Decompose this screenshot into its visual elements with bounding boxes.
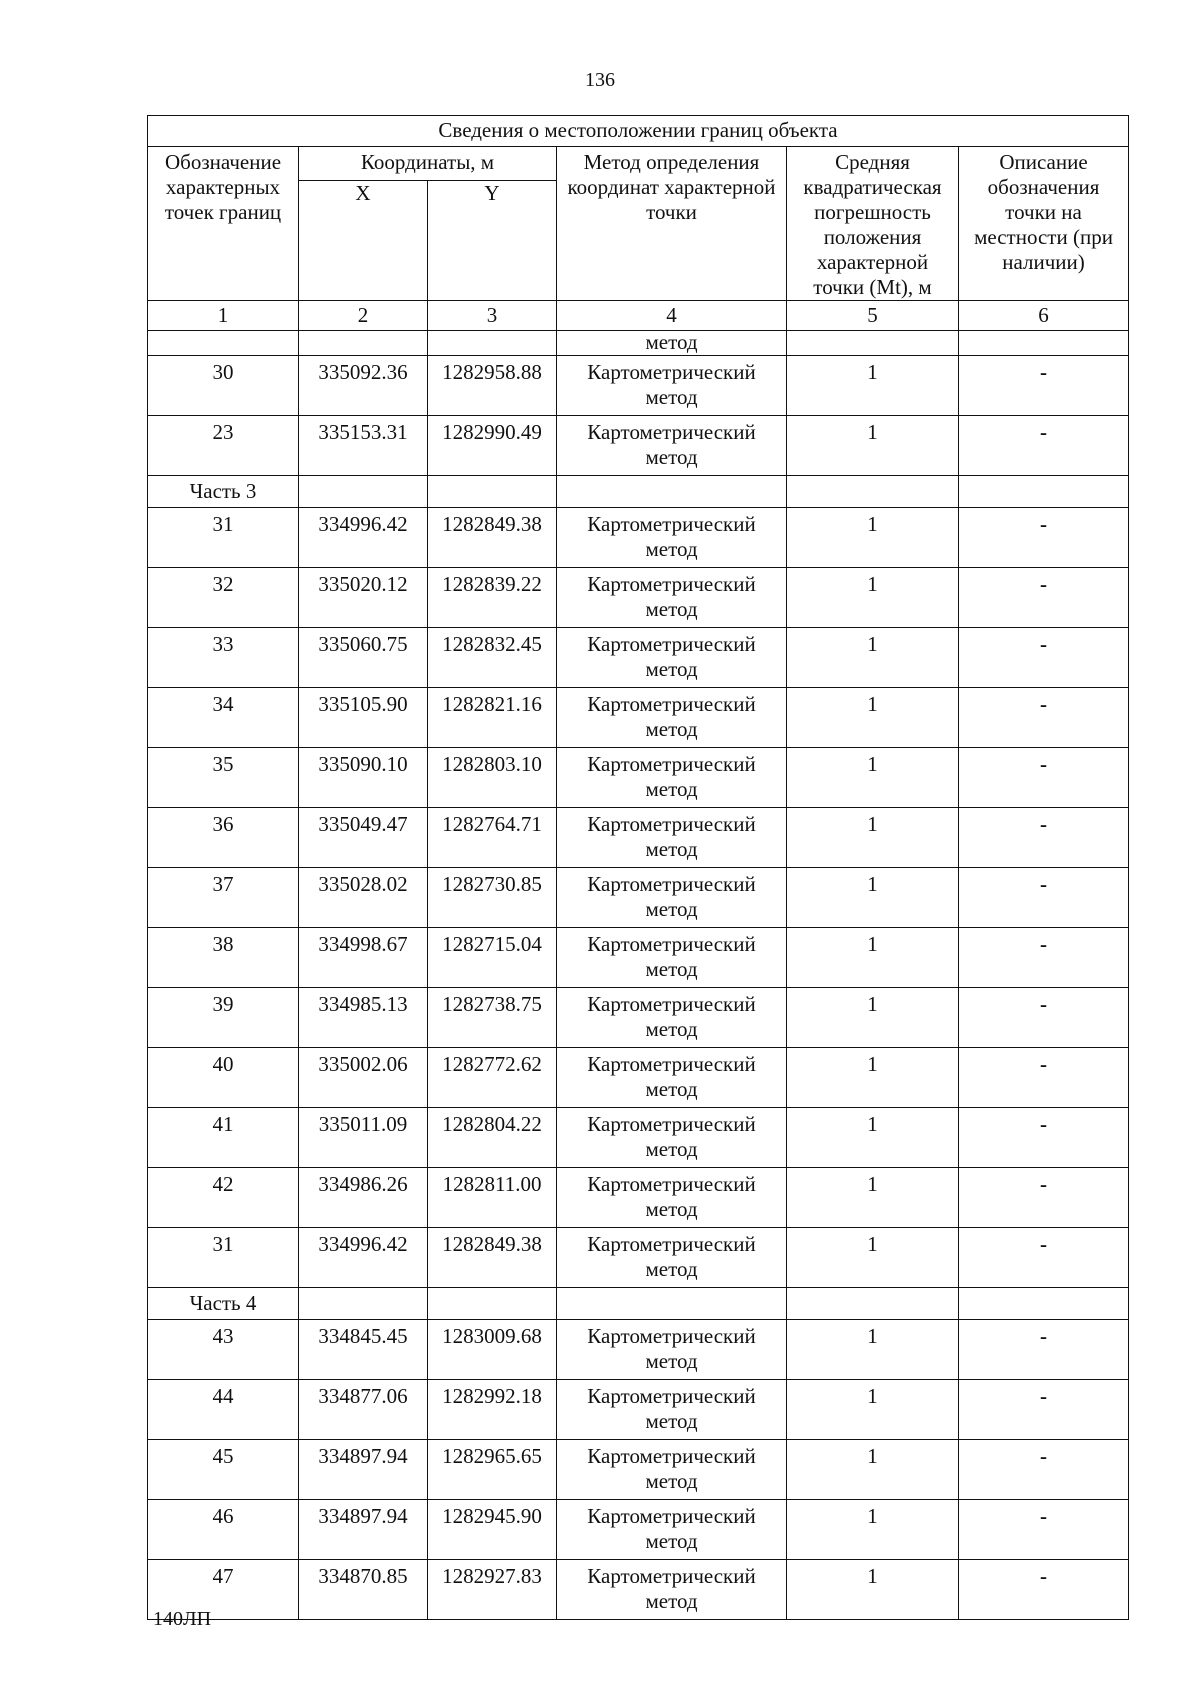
cell-y: 1282772.62	[428, 1048, 557, 1108]
cell-point: 35	[148, 748, 299, 808]
method-line-2: метод	[645, 1257, 698, 1281]
cell-x: 334845.45	[299, 1320, 428, 1380]
footer-code: 140ЛП	[153, 1608, 212, 1630]
cell-error: 1	[787, 568, 959, 628]
cell-point: 36	[148, 808, 299, 868]
table-row	[148, 568, 1129, 628]
cell-error: 1	[787, 1380, 959, 1440]
method-line-2: метод	[645, 1017, 698, 1041]
cell-description: -	[959, 1108, 1129, 1168]
method-line-1: Картометрический	[587, 1172, 756, 1196]
method-line-1: Картометрический	[587, 812, 756, 836]
cell-y: 1282804.22	[428, 1108, 557, 1168]
cell-description: -	[959, 1048, 1129, 1108]
method-line-2: метод	[645, 445, 698, 469]
cell-x: 335011.09	[299, 1108, 428, 1168]
cell-y: 1282958.88	[428, 356, 557, 416]
cell-error: 1	[787, 1500, 959, 1560]
cell-description: -	[959, 808, 1129, 868]
method-line-1: Картометрический	[587, 1504, 756, 1528]
cell-y: 1282821.16	[428, 688, 557, 748]
method-line-1: Картометрический	[587, 1324, 756, 1348]
method-line-2: метод	[645, 777, 698, 801]
method-line-1: Картометрический	[587, 1564, 756, 1588]
method-line-2: метод	[645, 657, 698, 681]
cell-point: 38	[148, 928, 299, 988]
cell-method	[557, 688, 787, 748]
method-line-2: метод	[645, 1529, 698, 1553]
table-row	[148, 1380, 1129, 1440]
cell-point: 31	[148, 1228, 299, 1288]
table-row	[148, 1500, 1129, 1560]
cell-y: 1282715.04	[428, 928, 557, 988]
method-line-2: метод	[645, 1197, 698, 1221]
cell-description: -	[959, 1168, 1129, 1228]
method-line-2: метод	[645, 1589, 698, 1613]
cell-method	[557, 748, 787, 808]
cell-description: -	[959, 1440, 1129, 1500]
method-line-2: метод	[645, 1077, 698, 1101]
method-line-1: Картометрический	[587, 1444, 756, 1468]
method-line-2: метод	[645, 385, 698, 409]
header-method: Метод определения координат характерной точки	[557, 147, 787, 301]
cell-method	[557, 1048, 787, 1108]
cell-description: -	[959, 928, 1129, 988]
part-row	[148, 476, 1129, 508]
continuation-row	[148, 331, 1129, 356]
cell-x: 335105.90	[299, 688, 428, 748]
cell-error: 1	[787, 1228, 959, 1288]
cell-y: 1282730.85	[428, 868, 557, 928]
header-point: Обозначение характерных точек границ	[148, 147, 299, 301]
column-number: 2	[299, 301, 428, 331]
cell-method	[557, 628, 787, 688]
cell-x: 335049.47	[299, 808, 428, 868]
cell-point: 39	[148, 988, 299, 1048]
cell-error: 1	[787, 628, 959, 688]
method-line-1: Картометрический	[587, 992, 756, 1016]
method-line-1: Картометрический	[587, 1232, 756, 1256]
cell-method	[557, 928, 787, 988]
table-row	[148, 1168, 1129, 1228]
method-line-2: метод	[645, 1349, 698, 1373]
method-line-1: Картометрический	[587, 932, 756, 956]
cell-description: -	[959, 1380, 1129, 1440]
cell-point: 47	[148, 1560, 299, 1620]
cell-x: 334897.94	[299, 1440, 428, 1500]
cell-x: 334998.67	[299, 928, 428, 988]
method-line-2: метод	[645, 897, 698, 921]
table-row	[148, 1560, 1129, 1620]
cell-x: 334996.42	[299, 508, 428, 568]
cell-error: 1	[787, 868, 959, 928]
cell-error: 1	[787, 688, 959, 748]
table-row	[148, 1440, 1129, 1500]
method-line-2: метод	[645, 957, 698, 981]
cell-x: 335092.36	[299, 356, 428, 416]
cell-description: -	[959, 688, 1129, 748]
cell-description: -	[959, 1228, 1129, 1288]
cell-description: -	[959, 416, 1129, 476]
method-line-1: Картометрический	[587, 752, 756, 776]
cell-method	[557, 568, 787, 628]
method-line-1: Картометрический	[587, 872, 756, 896]
cell-point: 33	[148, 628, 299, 688]
cell-point: 45	[148, 1440, 299, 1500]
cell-error: 1	[787, 356, 959, 416]
table-row	[148, 508, 1129, 568]
cell-method	[557, 356, 787, 416]
cell-y: 1282738.75	[428, 988, 557, 1048]
method-line-2: метод	[645, 537, 698, 561]
cell-error: 1	[787, 1320, 959, 1380]
cell-method	[557, 1440, 787, 1500]
cell-description: -	[959, 748, 1129, 808]
table-row	[148, 1320, 1129, 1380]
part-row	[148, 1288, 1129, 1320]
method-line-2: метод	[645, 1137, 698, 1161]
cell-y: 1282832.45	[428, 628, 557, 688]
cell-method	[557, 1500, 787, 1560]
cell-description: -	[959, 1560, 1129, 1620]
cell-y: 1282803.10	[428, 748, 557, 808]
table-row	[148, 688, 1129, 748]
table-row	[148, 416, 1129, 476]
cell-method	[557, 1560, 787, 1620]
cell-error: 1	[787, 416, 959, 476]
cell-point: 37	[148, 868, 299, 928]
table-row	[148, 1048, 1129, 1108]
cell-method	[557, 508, 787, 568]
cell-y: 1282927.83	[428, 1560, 557, 1620]
method-line-1: Картометрический	[587, 692, 756, 716]
table-row	[148, 356, 1129, 416]
method-line-1: Картометрический	[587, 1052, 756, 1076]
column-number-row	[148, 301, 1129, 331]
method-line-2: метод	[645, 717, 698, 741]
method-line-1: Картометрический	[587, 512, 756, 536]
cell-x: 334985.13	[299, 988, 428, 1048]
cell-x: 335002.06	[299, 1048, 428, 1108]
method-line-2: метод	[645, 1409, 698, 1433]
cell-error: 1	[787, 748, 959, 808]
method-line-1: Картометрический	[587, 360, 756, 384]
method-line-1: Картометрический	[587, 420, 756, 444]
table-row	[148, 628, 1129, 688]
table-row	[148, 1228, 1129, 1288]
part-label: Часть 3	[148, 476, 299, 508]
cell-method	[557, 808, 787, 868]
cell-y: 1282849.38	[428, 1228, 557, 1288]
cell-point: 44	[148, 1380, 299, 1440]
cell-point: 32	[148, 568, 299, 628]
cell-x: 334877.06	[299, 1380, 428, 1440]
method-line-1: Картометрический	[587, 1384, 756, 1408]
header-description: Описание обозначения точки на местности (при наличии)	[959, 147, 1129, 301]
cell-error: 1	[787, 988, 959, 1048]
column-number: 1	[148, 301, 299, 331]
method-line-1: Картометрический	[587, 572, 756, 596]
cell-method	[557, 1228, 787, 1288]
cell-x: 334870.85	[299, 1560, 428, 1620]
cell-x: 334986.26	[299, 1168, 428, 1228]
cell-description: -	[959, 508, 1129, 568]
table-row	[148, 1108, 1129, 1168]
page-number: 136	[585, 69, 615, 91]
cell-description: -	[959, 988, 1129, 1048]
cell-error: 1	[787, 808, 959, 868]
cell-method	[557, 1168, 787, 1228]
cell-y: 1282965.65	[428, 1440, 557, 1500]
cell-error: 1	[787, 1048, 959, 1108]
cell-x: 335028.02	[299, 868, 428, 928]
cell-point: 46	[148, 1500, 299, 1560]
cell-y: 1282992.18	[428, 1380, 557, 1440]
column-number: 4	[557, 301, 787, 331]
continuation-text: метод	[557, 331, 787, 356]
cell-error: 1	[787, 1440, 959, 1500]
method-line-1: Картометрический	[587, 1112, 756, 1136]
header-y: Y	[428, 181, 557, 301]
cell-point: 23	[148, 416, 299, 476]
cell-description: -	[959, 1500, 1129, 1560]
column-number: 5	[787, 301, 959, 331]
table-row	[148, 808, 1129, 868]
cell-point: 43	[148, 1320, 299, 1380]
cell-x: 335090.10	[299, 748, 428, 808]
cell-point: 34	[148, 688, 299, 748]
column-number: 3	[428, 301, 557, 331]
cell-description: -	[959, 356, 1129, 416]
table-row	[148, 928, 1129, 988]
table-row	[148, 988, 1129, 1048]
cell-method	[557, 1380, 787, 1440]
cell-method	[557, 1320, 787, 1380]
cell-error: 1	[787, 508, 959, 568]
cell-method	[557, 1108, 787, 1168]
cell-y: 1282945.90	[428, 1500, 557, 1560]
table-row	[148, 748, 1129, 808]
cell-method	[557, 868, 787, 928]
cell-point: 31	[148, 508, 299, 568]
cell-error: 1	[787, 1108, 959, 1168]
boundary-coordinates-table	[147, 115, 1129, 1620]
cell-x: 334897.94	[299, 1500, 428, 1560]
table-title: Сведения о местоположении границ объекта	[148, 116, 1129, 147]
cell-description: -	[959, 868, 1129, 928]
part-label: Часть 4	[148, 1288, 299, 1320]
cell-point: 40	[148, 1048, 299, 1108]
cell-y: 1282849.38	[428, 508, 557, 568]
cell-error: 1	[787, 1168, 959, 1228]
method-line-2: метод	[645, 1469, 698, 1493]
cell-x: 335153.31	[299, 416, 428, 476]
cell-y: 1282990.49	[428, 416, 557, 476]
column-number: 6	[959, 301, 1129, 331]
cell-point: 42	[148, 1168, 299, 1228]
cell-error: 1	[787, 928, 959, 988]
cell-x: 335020.12	[299, 568, 428, 628]
table-body	[148, 331, 1129, 1620]
cell-description: -	[959, 1320, 1129, 1380]
header-error: Средняя квадратическая погрешность положения характерной точки (Mt), м	[787, 147, 959, 301]
cell-y: 1282811.00	[428, 1168, 557, 1228]
cell-point: 41	[148, 1108, 299, 1168]
method-line-2: метод	[645, 837, 698, 861]
table-row	[148, 868, 1129, 928]
cell-method	[557, 416, 787, 476]
header-x: X	[299, 181, 428, 301]
method-line-1: Картометрический	[587, 632, 756, 656]
cell-x: 335060.75	[299, 628, 428, 688]
cell-x: 334996.42	[299, 1228, 428, 1288]
cell-y: 1282764.71	[428, 808, 557, 868]
cell-method	[557, 988, 787, 1048]
cell-point: 30	[148, 356, 299, 416]
cell-description: -	[959, 568, 1129, 628]
method-line-2: метод	[645, 597, 698, 621]
cell-y: 1283009.68	[428, 1320, 557, 1380]
cell-y: 1282839.22	[428, 568, 557, 628]
header-coords: Координаты, м	[299, 147, 557, 181]
cell-error: 1	[787, 1560, 959, 1620]
cell-description: -	[959, 628, 1129, 688]
